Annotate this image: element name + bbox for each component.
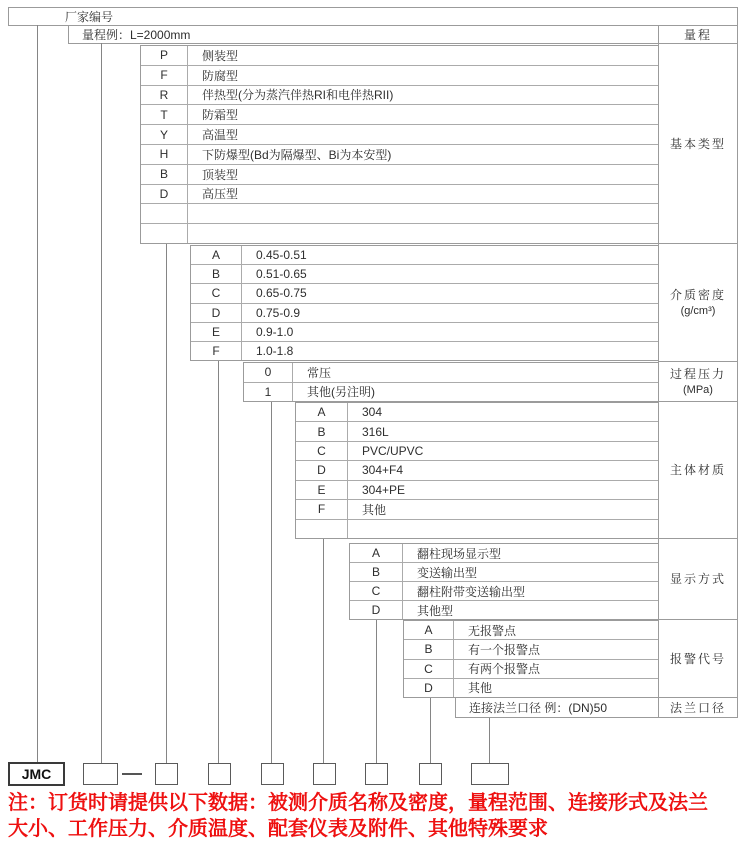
option-row [141,105,658,125]
side-label-basic-type [658,43,738,244]
section-table-pressure [243,362,659,402]
leader-line-basic-type [166,243,167,763]
side-label-density [658,243,738,362]
leader-line-density [218,360,219,763]
leader-line-material [323,538,324,763]
option-row [244,383,658,402]
option-code: A [350,544,403,562]
option-desc [348,520,658,538]
side-label-text: 报警代号 [669,651,726,666]
side-label-display [658,538,738,620]
option-row [141,224,658,243]
option-desc: 无报警点 [468,623,517,638]
option-code: T [141,105,188,124]
code-box-range [83,763,118,785]
option-row [141,145,658,165]
option-row [141,46,658,66]
option-desc [188,204,658,223]
section-table-flange [455,697,659,718]
leader-line-alarm [430,697,431,763]
range-example-label: 量程例：L=2000mm [82,28,191,42]
code-box-density [208,763,231,785]
option-row [191,265,658,284]
ordering-note: 注：订货时请提供以下数据：被测介质名称及密度，量程范围、连接形式及法兰大小、工作压力、介质温度、配套仪表及附件、其他特殊要求 [8,792,708,840]
option-row [296,422,658,441]
side-label-material [658,401,738,539]
section-table-basic_type [140,45,659,244]
option-desc: 高温型 [202,128,239,143]
option-row [350,544,658,563]
option-desc: 翻柱现场显示型 [417,546,502,561]
code-box-display [365,763,388,785]
option-desc: 变送输出型 [417,565,478,580]
option-desc: 高压型 [202,187,239,202]
option-desc: 1.0-1.8 [256,343,294,358]
option-code: D [296,461,348,479]
option-row [456,698,658,717]
option-code: D [404,679,454,697]
option-desc: 伴热型(分为蒸汽伴热RI和电伴热RII) [202,88,394,103]
option-code: B [191,265,242,283]
option-desc: 其他(另注明) [307,385,375,400]
option-row [350,582,658,601]
option-desc: 其他 [362,502,387,517]
option-row [141,185,658,205]
side-label-range [658,25,738,44]
code-box-flange [471,763,509,785]
option-row [296,403,658,422]
side-label-alarm [658,619,738,698]
option-desc: 顶装型 [202,167,239,182]
option-code: D [141,185,188,204]
code-box-basic-type [155,763,178,785]
side-label-pressure [658,361,738,402]
option-desc: 防霜型 [202,108,239,123]
option-code: B [296,422,348,440]
option-desc: 0.45-0.51 [256,248,307,263]
code-separator-dash [122,773,142,775]
option-desc: 下防爆型(Bd为隔爆型、Bi为本安型) [202,147,392,162]
option-desc [188,224,658,243]
option-code: C [296,442,348,460]
side-label-text: 介质密度 [669,287,726,302]
option-desc: 有两个报警点 [468,662,541,677]
side-label-text: 主体材质 [669,463,726,477]
code-box-alarm [419,763,442,785]
option-code [141,224,188,243]
option-row [141,125,658,145]
option-code: F [141,66,188,85]
option-code: R [141,86,188,105]
leader-line-display [376,619,377,763]
option-desc: 0.9-1.0 [256,324,294,339]
option-row [141,66,658,86]
option-row [191,246,658,265]
leader-line-flange [489,717,490,763]
option-row [350,563,658,582]
section-table-display [349,543,659,620]
option-desc: 连接法兰口径 例：(DN)50 [469,701,608,715]
option-code: 0 [244,363,293,382]
option-row [296,520,658,538]
side-label-text: 法兰口径 [669,700,726,715]
option-row [296,481,658,500]
option-desc: 0.51-0.65 [256,267,307,282]
side-label-flange [658,697,738,718]
option-row [296,442,658,461]
range-example-row [68,25,659,44]
side-label-text: 过程压力 [669,366,726,381]
option-code: C [404,660,454,678]
option-code: A [191,246,242,264]
option-row [350,601,658,619]
leader-line-factory [37,25,38,763]
side-label-text: 显示方式 [669,572,726,586]
option-row [141,86,658,106]
side-label-text: 量程 [683,27,712,42]
option-code: A [404,621,454,639]
option-desc: 翻柱附带变送输出型 [417,584,526,599]
option-row [141,204,658,224]
option-code: D [350,601,403,619]
option-desc: 常压 [307,365,332,380]
option-row [191,323,658,342]
option-desc: 304+F4 [362,463,404,478]
option-row [296,461,658,480]
option-code: C [191,284,242,302]
factory-number-row [8,7,738,26]
option-desc: 0.65-0.75 [256,286,307,301]
option-code [141,204,188,223]
option-code: B [350,563,403,581]
option-row [191,342,658,360]
option-code: D [191,304,242,322]
option-code: E [296,481,348,499]
option-desc: 其他 [468,681,493,696]
option-code: C [350,582,403,600]
section-table-alarm [403,620,659,698]
option-code: P [141,46,188,65]
option-row [404,660,658,679]
option-desc: 有一个报警点 [468,642,541,657]
side-label-text: 基本类型 [669,136,726,151]
option-code: H [141,145,188,164]
option-code: F [296,500,348,518]
option-desc: 侧装型 [202,48,239,63]
leader-line-range [101,43,102,763]
option-row [191,284,658,303]
option-code: E [191,323,242,341]
option-row [404,621,658,640]
option-code: 1 [244,383,293,402]
option-desc: 316L [362,424,389,439]
side-label-unit: (g/cm³) [680,304,716,317]
option-code: B [404,640,454,658]
section-table-density [190,245,659,361]
section-table-material [295,402,659,539]
code-box-pressure [261,763,284,785]
option-code: B [141,165,188,184]
option-desc: PVC/UPVC [362,444,424,459]
model-prefix-label: JMC [21,766,52,782]
option-desc: 其他型 [417,603,454,618]
option-desc: 304+PE [362,482,406,497]
option-row [404,640,658,659]
option-code [296,520,348,538]
option-row [404,679,658,697]
code-box-material [313,763,336,785]
option-row [244,363,658,383]
model-prefix-box [8,762,65,786]
option-code: A [296,403,348,421]
option-code: Y [141,125,188,144]
side-label-unit: (MPa) [683,383,713,396]
leader-line-pressure [271,401,272,763]
option-code: F [191,342,242,360]
option-row [296,500,658,519]
option-desc: 0.75-0.9 [256,305,301,320]
option-desc: 304 [362,405,383,420]
option-row [141,165,658,185]
option-desc: 防腐型 [202,68,239,83]
option-row [191,304,658,323]
factory-number-label: 厂家编号 [65,10,114,24]
